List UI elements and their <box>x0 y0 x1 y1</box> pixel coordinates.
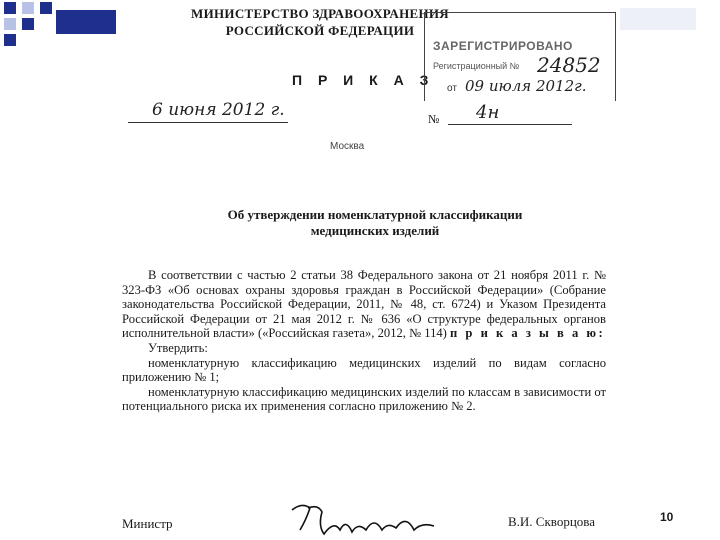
handwritten-signature <box>288 500 438 540</box>
corner-bar <box>56 10 116 34</box>
order-date: 6 июня 2012 г. <box>152 100 285 120</box>
order-number: 4н <box>476 102 500 123</box>
order-word: п р и к а з ы в а ю: <box>450 326 606 341</box>
number-underline <box>448 124 572 125</box>
title-line-1: Об утверждении номенклатурной классификации <box>227 207 523 222</box>
corner-square <box>4 34 16 46</box>
document-body <box>122 268 606 414</box>
corner-square <box>22 2 34 14</box>
corner-bar-light <box>620 8 696 30</box>
preamble-text: В соответствии с частью 2 статьи 38 Федерального закона от 21 ноября 2011 г. № 323-ФЗ «Об основах охраны здоровья граждан в Российской Федерации» (Собрание законодательства Российской Федерации, 2011, № 48, ст. 6724) и Указом Президента Российской Федерации от 21 мая 2012 г. № 636 «О структуре федеральных органов исполнительной власти» («Российская газета», 2012, № 114) <box>122 268 606 341</box>
document-type: П Р И К А З <box>292 72 435 88</box>
corner-square <box>40 2 52 14</box>
corner-square <box>4 18 16 30</box>
stamp-date-value: 09 июля 2012г. <box>465 77 587 95</box>
stamp-date-label: от <box>447 83 457 94</box>
ministry-line-2: РОССИЙСКОЙ ФЕДЕРАЦИИ <box>225 23 415 38</box>
approval-item-2: номенклатурную классификацию медицинских изделий по классам в зависимости от потенциального риска их применения согласно приложению № 2. <box>122 384 606 414</box>
corner-square <box>4 2 16 14</box>
approval-item-1: номенклатурную классификацию медицинских изделий по видам согласно приложению № 1; <box>122 355 606 385</box>
date-underline <box>128 122 288 123</box>
city: Москва <box>330 141 365 152</box>
signature-name: В.И. Скворцова <box>508 514 596 529</box>
corner-square <box>22 18 34 30</box>
number-prefix: № <box>428 112 440 126</box>
slide-number: 10 <box>660 510 674 524</box>
preamble-paragraph <box>122 268 606 341</box>
stamp-reg-label: Регистрационный № <box>433 61 520 71</box>
signature-position: Министр <box>122 516 173 531</box>
approve-line: Утвердить: <box>148 340 208 355</box>
ministry-line-1: МИНИСТЕРСТВО ЗДРАВООХРАНЕНИЯ <box>191 6 449 21</box>
title-line-2: медицинских изделий <box>310 223 440 238</box>
stamp-reg-number: 24852 <box>537 53 601 77</box>
registration-stamp <box>424 12 616 101</box>
ministry-name <box>180 6 460 39</box>
document-title <box>190 207 560 239</box>
stamp-title: ЗАРЕГИСТРИРОВАНО <box>433 39 573 53</box>
